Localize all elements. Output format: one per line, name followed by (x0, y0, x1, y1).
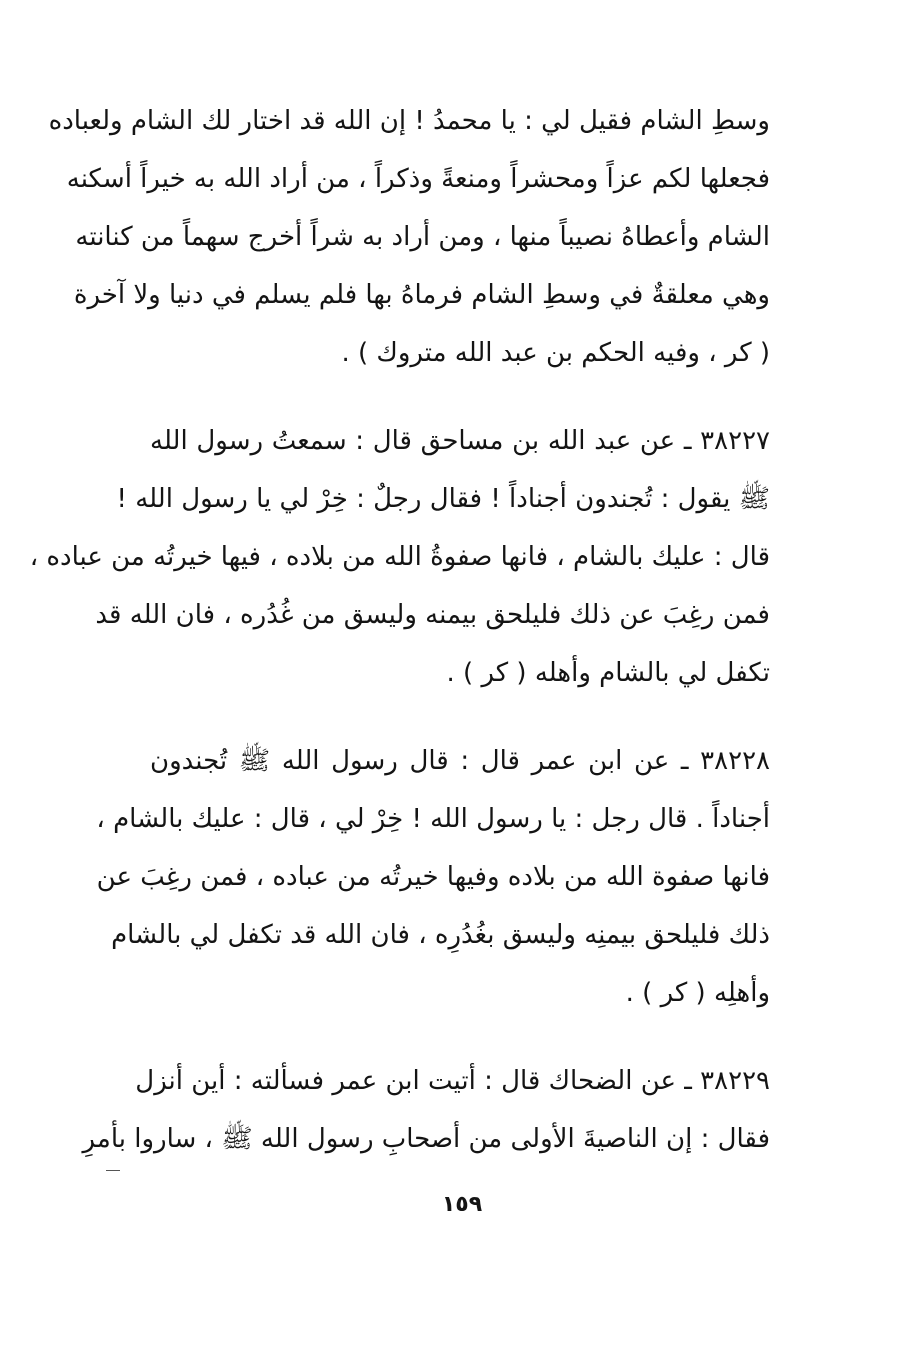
hadith-38229 (82, 1052, 770, 1168)
text-line: أجناداً . قال رجل : يا رسول الله ! خِرْ لي ، قال : عليك بالشام ، (96, 804, 770, 834)
page-number: ١٥٩ (441, 1192, 483, 1217)
text-line: فانها صفوة الله من بلاده وفيها خيرتُه من عباده ، فمن رغِبَ عن (96, 862, 770, 892)
text-line: فمن رغِبَ عن ذلك فليلحق بيمنه وليسق من غُدُره ، فان الله قد (95, 600, 770, 630)
paragraph-continuation (48, 92, 770, 382)
text-line: وسطِ الشام فقيل لي : يا محمدُ ! إن الله قد اختار لك الشام ولعباده (48, 106, 770, 136)
hadith-38228 (96, 732, 770, 1022)
text-line: ﷺ يقول : تُجندون أجناداً ! فقال رجلٌ : خِرْ لي يا رسول الله ! (116, 484, 770, 514)
text-line: ( كر ، وفيه الحكم بن عبد الله متروك ) . (341, 338, 770, 368)
text-line: وأهلِه ( كر ) . (625, 978, 770, 1008)
footer-rule (106, 1170, 120, 1171)
text-line: ذلك فليلحق بيمنِه وليسق بغُدُرِه ، فان الله قد تكفل لي بالشام (111, 920, 770, 950)
text-line: فجعلها لكم عزاً ومحشراً ومنعةً وذكراً ، من أراد الله به خيراً أسكنه (66, 164, 770, 194)
text-line: فقال : إن الناصيةَ الأولى من أصحابِ رسول الله ﷺ ، ساروا بأمرِ (82, 1124, 770, 1154)
main-text (29, 92, 770, 1198)
text-line: ٣٨٢٢٧ ـ عن عبد الله بن مساحق قال : سمعتُ رسول الله (150, 426, 770, 456)
text-line: قال : عليك بالشام ، فانها صفوةُ الله من بلاده ، فيها خيرتُه من عباده ، (29, 542, 770, 572)
text-line: وهي معلقةٌ في وسطِ الشام فرماهُ بها فلم يسلم في دنيا ولا آخرة (73, 280, 770, 310)
text-line: الشام وأعطاهُ نصيباً منها ، ومن أراد به شراً أخرج سهماً من كنانته (75, 222, 770, 252)
hadith-38227 (29, 412, 770, 702)
text-line: تكفل لي بالشام وأهله ( كر ) . (446, 658, 770, 688)
text-line: ٣٨٢٢٨ ـ عن ابن عمر قال : قال رسول الله ﷺ تُجندون (150, 746, 770, 776)
text-line: ٣٨٢٢٩ ـ عن الضحاك قال : أتيت ابن عمر فسألته : أين أنزل (135, 1066, 770, 1096)
